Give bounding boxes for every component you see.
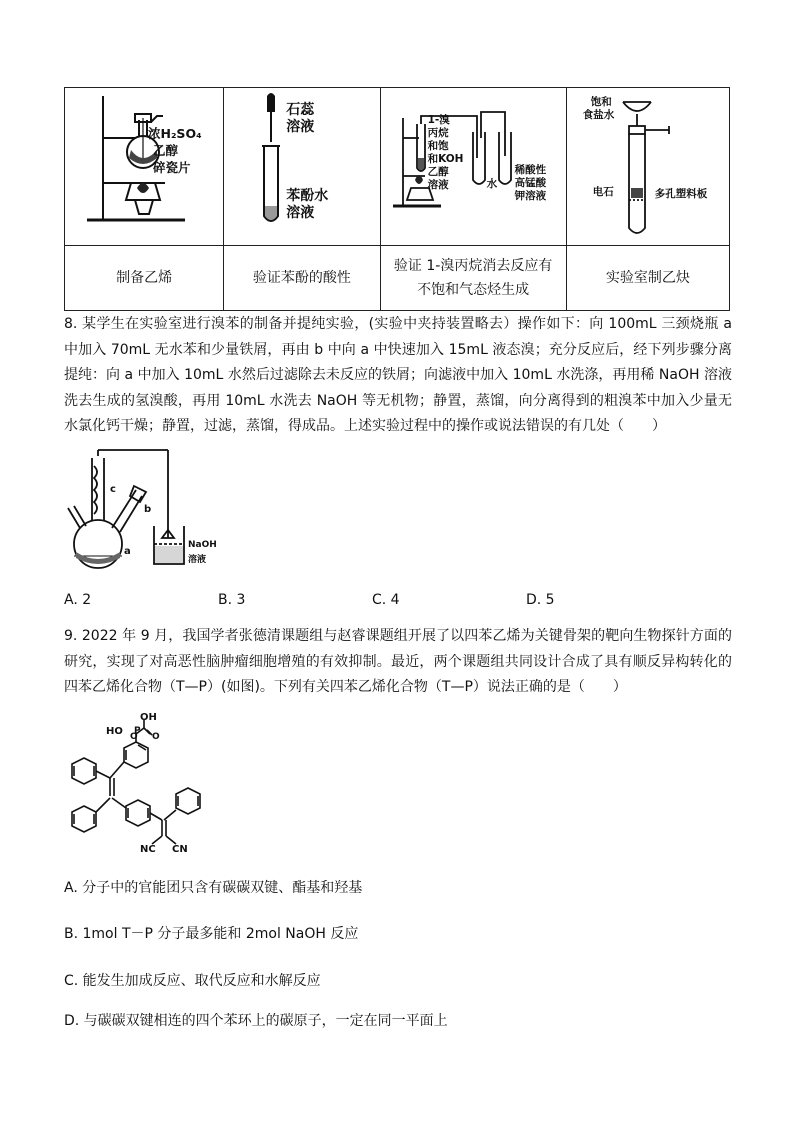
label-conc-h2so4: 浓H₂SO₄ — [148, 126, 202, 141]
choice-d[interactable]: D. 5 — [526, 592, 555, 608]
label-phenol-water: 苯酚水 — [286, 188, 329, 204]
label-ethanol-2: 乙醇 — [427, 166, 449, 178]
label-potassium-solution: 钾溶液 — [514, 190, 547, 202]
choice-c[interactable]: C. 4 — [372, 592, 400, 608]
label-solution-3: 溶液 — [427, 179, 449, 191]
label-naoh-solution: 溶液 — [188, 555, 207, 565]
apparatus-ethylene-cell — [65, 88, 224, 246]
option-d[interactable]: D. 与碳碳双键相连的四个苯环上的碳原子，一定在同一平面上 — [64, 1013, 448, 1029]
label-carbide: 电石 — [592, 186, 614, 198]
apparatus-phenol-cell — [224, 88, 380, 246]
label-oh: OH — [140, 712, 157, 723]
apparatus-acetylene-cell — [566, 88, 729, 246]
choice-a[interactable]: A. 2 — [64, 592, 92, 608]
label-a: a — [124, 546, 131, 557]
label-propane: 丙烷 — [427, 127, 449, 139]
label-cn: CN — [172, 844, 188, 855]
apparatus-bromopropane-cell — [380, 88, 566, 246]
question-8-text: 8. 某学生在实验室进行溴苯的制备并提纯实验，(实验中夹持装置略去）操作如下：向 100mL 三颈烧瓶 a 中加入 70mL 无水苯和少量铁屑，再由 b 中向 a 中快速加入 15mL 液态溴；充分反应后，经下列步骤分离提纯：向 a 中加入 10mL 水然后过滤除去未反应的铁屑；向滤液中加入 10mL 水洗涤，再用稀 NaOH 溶液洗去生成的氢溴酸，再用 10mL 水洗去 NaOH 等无机物；静置，蒸馏，向分离得到的粗溴苯中加入少量无水氯化钙干燥；静置，过滤，蒸馏，得成品。上述实验过程中的操作或说法错误的有几处（ ） — [64, 316, 732, 434]
label-o-double: O — [152, 732, 160, 742]
option-c[interactable]: C. 能发生加成反应、取代反应和水解反应 — [64, 973, 321, 989]
label-ethanol: 乙醇 — [153, 143, 179, 158]
label-nc: NC — [140, 844, 156, 855]
label-water: 水 — [486, 178, 498, 190]
option-b[interactable]: B. 1mol T－P 分子最多能和 2mol NaOH 反应 — [64, 926, 359, 942]
option-a[interactable]: A. 分子中的官能团只含有碳碳双键、酯基和羟基 — [64, 880, 363, 896]
label-c: c — [110, 484, 116, 495]
label-and-sat: 和饱 — [427, 140, 449, 152]
label-porous-plate: 多孔塑料板 — [654, 188, 708, 200]
question-8-choices — [64, 592, 684, 612]
tp-structure — [64, 712, 214, 860]
label-koh: 和KOH — [427, 153, 464, 165]
tetraphenylethylene-structure-icon — [64, 716, 214, 860]
ethylene-apparatus-icon — [65, 88, 224, 245]
label-solution-2: 溶液 — [286, 205, 315, 221]
label-bromo: 1-溴 — [427, 114, 450, 126]
label-dilute-acid: 稀酸性 — [514, 164, 547, 176]
caption-phenol: 验证苯酚的酸性 — [224, 246, 380, 311]
label-litmus: 石蕊 — [286, 102, 315, 118]
caption-bromopropane: 验证 1-溴丙烷消去反应有不饱和气态烃生成 — [380, 246, 566, 311]
label-o-ether: O — [130, 732, 138, 742]
caption-ethylene: 制备乙烯 — [65, 246, 224, 311]
caption-acetylene: 实验室制乙炔 — [566, 246, 729, 311]
label-p: P — [134, 726, 141, 736]
label-ho: HO — [106, 726, 123, 737]
label-porcelain: 碎瓷片 — [153, 160, 191, 175]
apparatus-table — [64, 87, 730, 311]
label-b: b — [144, 504, 152, 515]
label-brine: 食盐水 — [582, 109, 615, 121]
label-solution-1: 溶液 — [286, 119, 315, 135]
label-saturated: 饱和 — [590, 96, 612, 108]
label-naoh: NaOH — [188, 540, 217, 550]
label-permanganate: 高锰酸 — [514, 177, 547, 189]
question-9-text: 9. 2022 年 9 月，我国学者张德清课题组与赵睿课题组开展了以四苯乙烯为关键骨架的靶向生物探针方面的研究，实现了对高恶性脑肿瘤细胞增殖的有效抑制。最近，两个课题组共同设计合成了具有顺反异构转化的四苯乙烯化合物（T—P）(如图)。下列有关四苯乙烯化合物（T—P）说法正确的是（ ） — [64, 628, 732, 695]
choice-b[interactable]: B. 3 — [218, 592, 246, 608]
bromobenzene-apparatus — [60, 446, 230, 574]
